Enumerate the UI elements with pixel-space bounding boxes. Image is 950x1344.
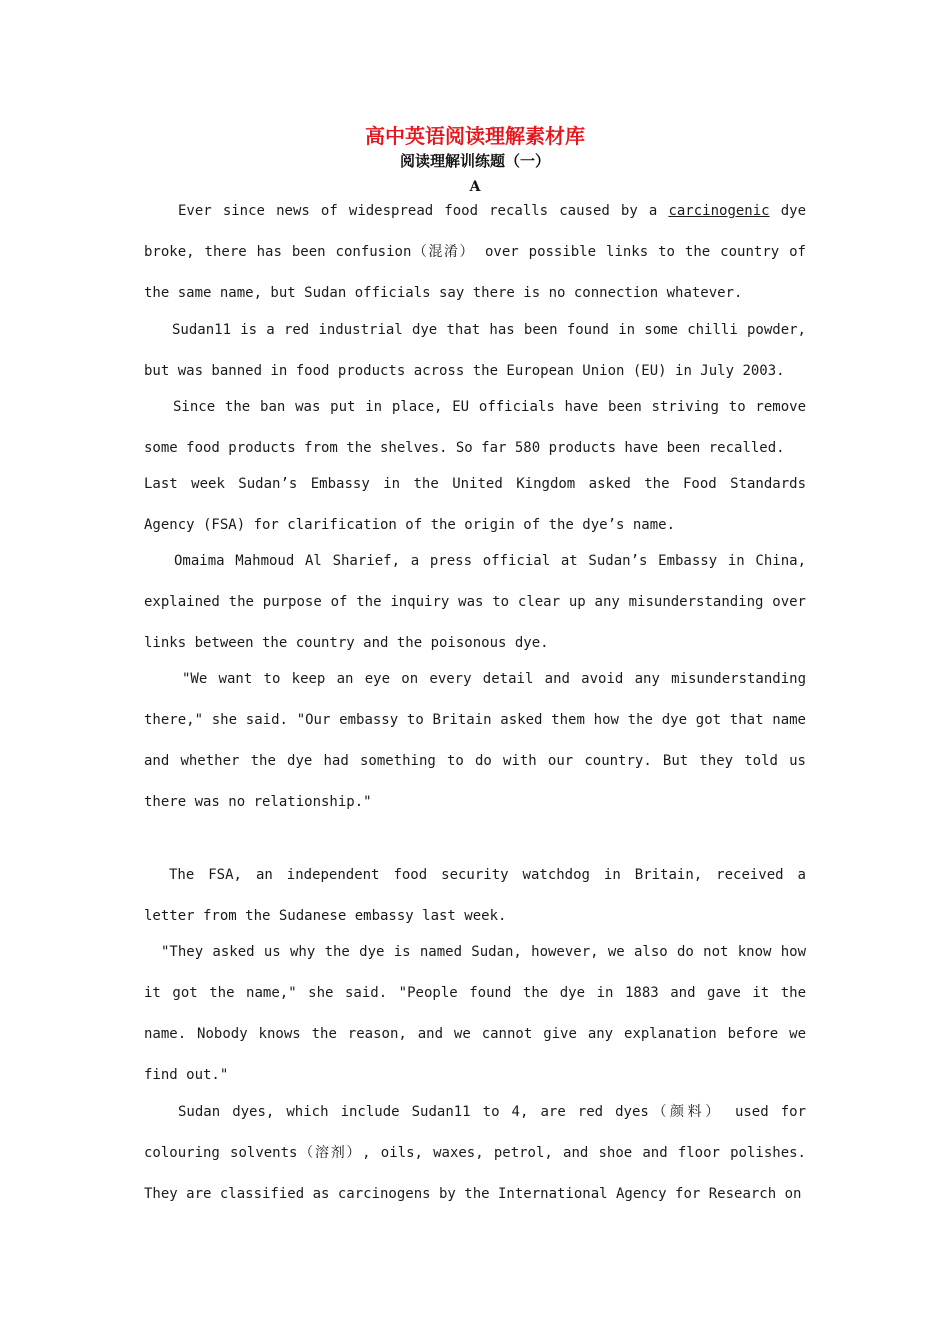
paragraph-5: Omaima Mahmoud Al Sharief, a press official at Sudan’s Embassy in China, explained the purpose of the inquiry was to clear up any misunderstanding over links between the country and the poisonous dye. (144, 553, 806, 651)
underlined-word: carcinogenic (668, 203, 770, 219)
paragraph-2: Sudan11 is a red industrial dye that has been found in some chilli powder, but was banned in food products across the European Union (EU) in July 2003. (144, 322, 806, 379)
paragraph-9: Sudan dyes, which include Sudan11 to 4, are red dyes（颜料） used for colouring solvents（溶剂）, oils, waxes, petrol, and shoe and floor polishes. They are classified as carcinogens by the International Agency for Research on (144, 1104, 806, 1202)
paragraph-4: Last week Sudan’s Embassy in the United Kingdom asked the Food Standards Agency (FSA) for clarification of the origin of the dye’s name. (144, 476, 806, 533)
document-title: 高中英语阅读理解素材库 (365, 124, 585, 148)
section-label: A (469, 179, 481, 195)
paragraph-1 (144, 191, 806, 314)
paragraph-1-text-start: Ever since news of widespread food recalls caused by a (178, 203, 669, 219)
paragraph-8: "They asked us why the dye is named Sudan, however, we also do not know how it got the name," she said. "People found the dye in 1883 and gave it the name. Nobody knows the reason, and we cannot give any explanation before we find out." (144, 944, 806, 1083)
paragraph-7: The FSA, an independent food security watchdog in Britain, received a letter from the Sudanese embassy last week. (144, 867, 806, 924)
exercise-subtitle: 阅读理解训练题（一） (399, 152, 550, 170)
paragraph-6: "We want to keep an eye on every detail and avoid any misunderstanding there," she said. "Our embassy to Britain asked them how the dye got that name and whether the dye had something to do with our country. But they told us there was no relationship." (144, 671, 806, 810)
paragraph-3: Since the ban was put in place, EU officials have been striving to remove some food products from the shelves. So far 580 products have been recalled. (144, 399, 806, 456)
paragraph-1-text-end: dye broke, there has been confusion（混淆） over possible links to the country of the same name, but Sudan officials say there is no connection whatever. (144, 203, 806, 301)
